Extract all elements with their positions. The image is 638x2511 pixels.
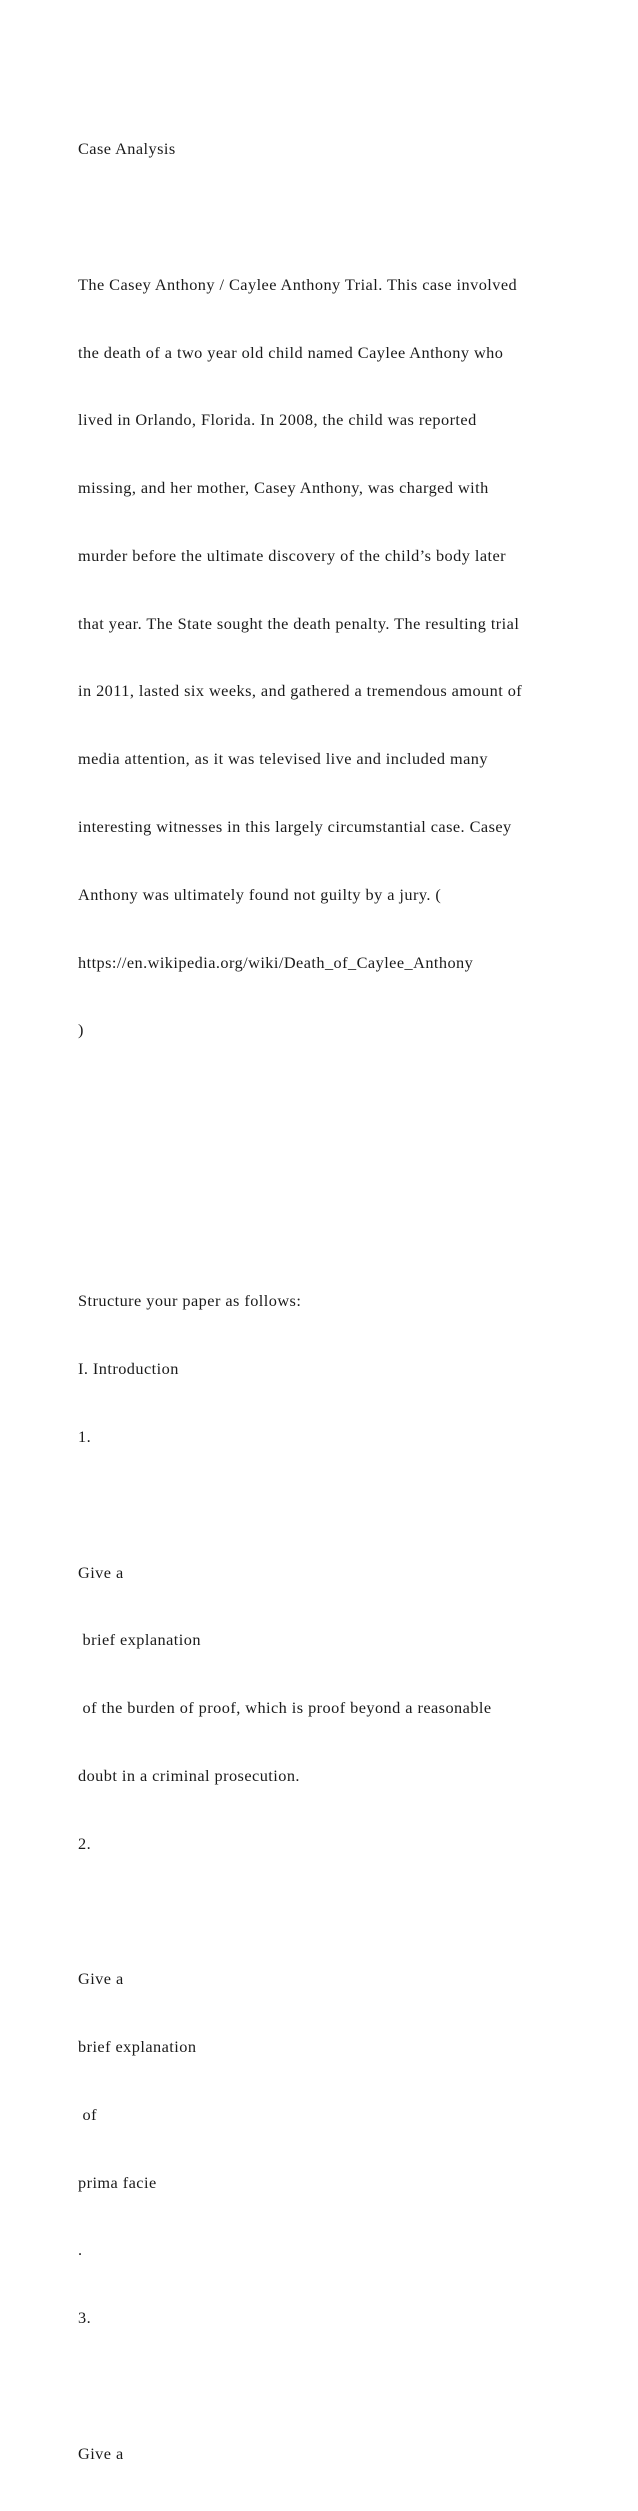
- doc-line: of the burden of proof, which is proof beyond a reasonable: [78, 1698, 492, 1718]
- doc-line: .: [78, 2240, 83, 2260]
- doc-line-link[interactable]: https://en.wikipedia.org/wiki/Death_of_Caylee_Anthony: [78, 952, 474, 972]
- doc-line: [78, 206, 618, 229]
- doc-line: [78, 2375, 618, 2398]
- doc-line: of: [78, 2104, 97, 2124]
- doc-line: doubt in a criminal prosecution.: [78, 1765, 300, 1785]
- doc-line: brief explanation: [78, 2037, 197, 2057]
- doc-line: Anthony was ultimately found not guilty by a jury. (: [78, 884, 442, 904]
- doc-line: that year. The State sought the death penalty. The resulting trial: [78, 613, 520, 633]
- doc-line: missing, and her mother, Casey Anthony, was charged with: [78, 478, 489, 498]
- doc-line: ): [78, 1020, 84, 1040]
- doc-line: Give a: [78, 2443, 124, 2463]
- doc-line: Case Analysis: [78, 139, 176, 159]
- doc-line: prima facie: [78, 2172, 157, 2192]
- doc-line: in 2011, lasted six weeks, and gathered a tremendous amount of: [78, 681, 523, 701]
- doc-line: the death of a two year old child named Caylee Anthony who: [78, 342, 504, 362]
- doc-line: Give a: [78, 1562, 124, 1582]
- doc-line: [78, 1223, 618, 1246]
- doc-line: 3.: [78, 2308, 92, 2328]
- doc-line: [78, 1155, 618, 1178]
- doc-line: [78, 1901, 618, 1924]
- doc-line: lived in Orlando, Florida. In 2008, the child was reported: [78, 410, 477, 430]
- doc-line: 1.: [78, 1427, 92, 1447]
- doc-line: I. Introduction: [78, 1359, 179, 1379]
- doc-line: murder before the ultimate discovery of the child’s body later: [78, 545, 507, 565]
- doc-line: The Casey Anthony / Caylee Anthony Trial. This case involved: [78, 274, 518, 294]
- doc-line: 2.: [78, 1833, 92, 1853]
- doc-line: [78, 1494, 618, 1517]
- doc-line: brief explanation: [78, 1630, 201, 1650]
- doc-line: Give a: [78, 1969, 124, 1989]
- document-body: [78, 93, 618, 2511]
- doc-line: interesting witnesses in this largely circumstantial case. Casey: [78, 817, 512, 836]
- doc-line: media attention, as it was televised live and included many: [78, 749, 488, 769]
- doc-line: Structure your paper as follows:: [78, 1291, 302, 1311]
- doc-line: [78, 1087, 618, 1110]
